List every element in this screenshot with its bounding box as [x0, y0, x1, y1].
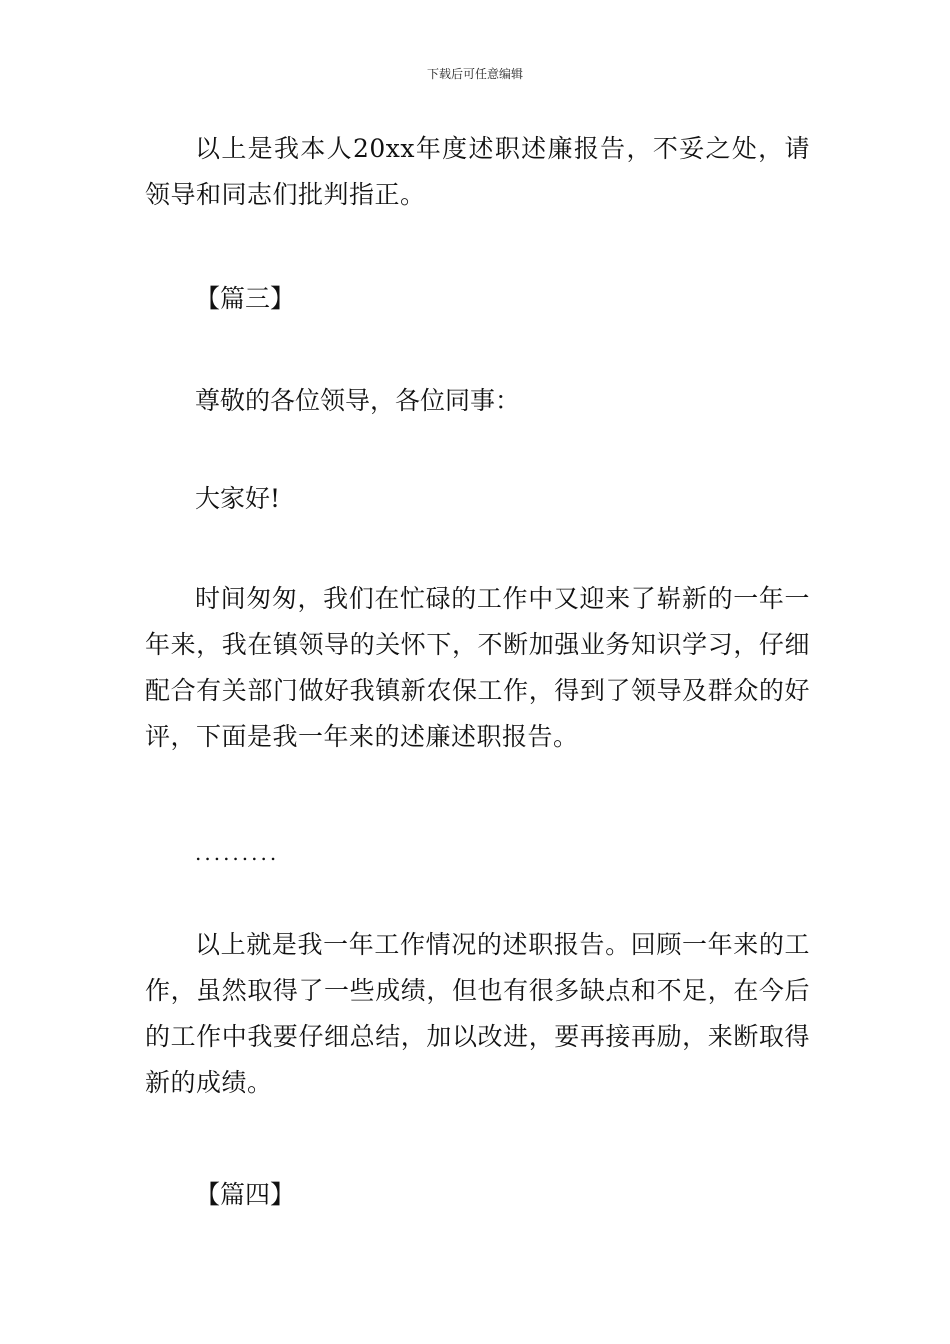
salutation: 尊敬的各位领导，各位同事： — [195, 386, 521, 415]
page-header: 下载后可任意编辑 — [426, 67, 523, 81]
paragraph-conclusion: 以上就是我一年工作情况的述职报告。回顾一年来的工作，虽然取得了一些成绩，但也有很多缺点和不足，在今后的工作中我要仔细总结，加以改进，要再接再励，来断取得新的成绩。 — [145, 930, 810, 1097]
section-title-3: 【篇三】 — [195, 284, 296, 313]
greeting: 大家好! — [195, 484, 281, 513]
paragraph-introduction: 时间匆匆，我们在忙碌的工作中又迎来了崭新的一年一年来，我在镇领导的关怀下，不断加强业务知识学习，仔细配合有关部门做好我镇新农保工作，得到了领导及群众的好评，下面是我一年来的述廉述职报告。 — [145, 584, 810, 751]
ellipsis: ......... — [195, 841, 280, 865]
section-title-4: 【篇四】 — [195, 1180, 296, 1209]
paragraph-closing-report: 以上是我本人20xx年度述职述廉报告，不妥之处，请领导和同志们批判指正。 — [145, 134, 810, 209]
